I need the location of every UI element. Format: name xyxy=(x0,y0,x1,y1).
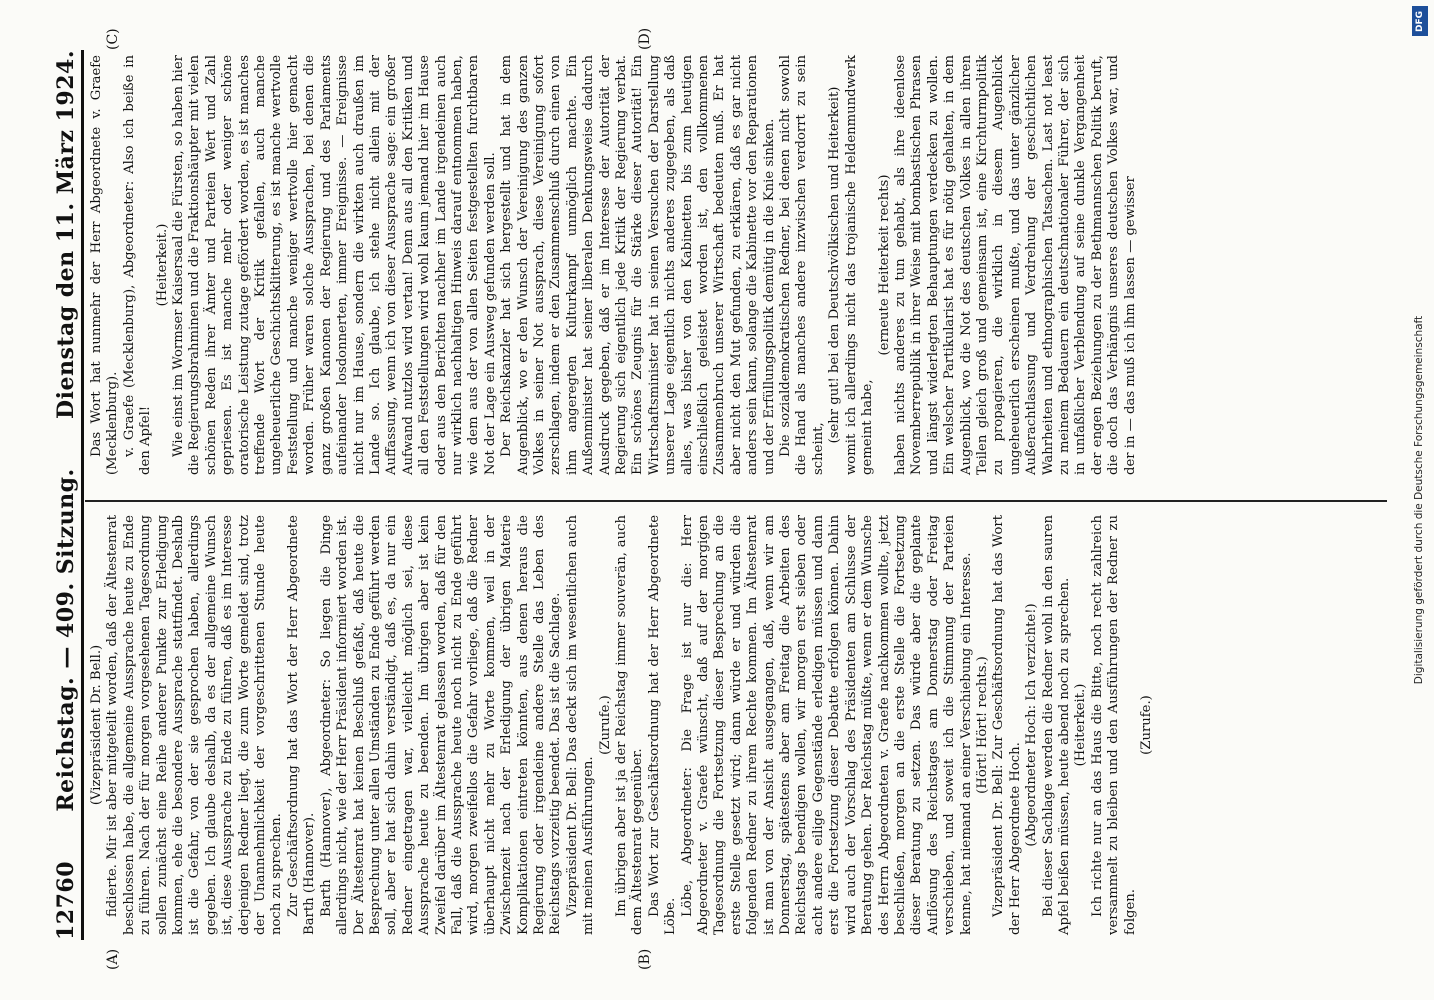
right-column xyxy=(89,55,1139,475)
session-date: Dienstag den 11. März 1924. xyxy=(53,50,79,419)
left-column-paragraph: Das Wort zur Geschäftsordnung hat der Herr Abgeordnete Löbe. xyxy=(646,515,679,935)
left-column-paragraph: Im übrigen aber ist ja der Reichstag immer souverän, auch dem Ältestenrat gegenüber. xyxy=(614,515,646,935)
right-column-paragraph: Wie einst im Wormser Kaisersaal die Fürsten, so haben hier die Regierungsbrahminen und die Fraktionshäupter mit vielen schönen Reden ihrer Ämter und Parteien Wert und Zahl gepriesen. Es ist manche mehr oder weniger schöne oratorische Leistung zutage gefördert worden, es ist manches treffende Wort der Kritik gefallen, auch manche ungeheuerliche Geschichtsklitterung, es ist manche wertvolle Feststellung und manche weniger wertvolle hier gemacht worden. Früher waren solche Aussprachen, bei denen die ganz großen Kanonen der Regierung und des Parlaments aufeinander losdonnerten, immer Ereignisse. — Ereignisse nicht nur im Hause, sondern die wirkten auch draußen im Lande so. Ich glaube, ich stehe nicht allein mit der Auffassung, wenn ich von dieser Aussprache sage: ein großer Aufwand nutzlos wird vertan! Denn aus all den Kritiken und all den Feststellungen wird wohl kaum jemand hier im Hause oder aus den Berichten nachher im Lande irgendeinen auch nur wirklich nachhaltigen Hinweis darauf entnommen haben, wie dem aus der von allen Seiten festgestellten furchtbaren Not der Lage ein Ausweg gefunden werden soll. xyxy=(171,55,498,475)
left-column-paragraph: Vizepräsident Dr. Bell: Zur Geschäftsordnung hat das Wort der Herr Abgeordnete Hoch. xyxy=(991,515,1023,935)
left-column-paragraph: Ich richte nur an das Haus die Bitte, noch recht zahlreich versammelt zu bleiben und den Ausführungen der Redner zu folgen. xyxy=(1089,515,1138,935)
left-column-paragraph: fidierte. Mir ist aber mitgeteilt worden, daß der Ältestenrat beschlossen habe, die allgemeine Aussprache heute zu Ende zu führen. Nach der für morgen vorgesehenen Tagesordnung sollen zunächst eine Reihe anderer Punkte zur Erledigung kommen, ehe die besondere Aussprache stattfindet. Deshalb ist die Gefahr, von der sie gesprochen haben, allerdings gegeben. Ich glaube deshalb, da es der allgemeine Wunsch ist, diese Aussprache zu Ende zu führen, daß es im Interesse derjenigen Redner liegt, die zum Worte gemeldet sind, trotz der Unannehmlichkeit der vorgeschrittenen Stunde heute noch zu sprechen. xyxy=(105,515,285,935)
right-column-paragraph: Die sozialdemokratischen Redner, bei denen nicht sowohl die Hand als manches andere inzwischen verdorrt zu sein scheint, xyxy=(778,55,826,475)
page-number: 12760 xyxy=(53,860,79,940)
left-column-paragraph: (Zurufe.) xyxy=(597,695,613,755)
running-header xyxy=(41,50,79,940)
left-column-paragraph: (Abgeordneter Hoch: Ich verzichte!) xyxy=(1024,603,1040,847)
credit-text: Digitalisierung gefördert durch die Deutsche Forschungsgemeinschaft xyxy=(1413,315,1425,685)
margin-marker-b: (B) xyxy=(637,948,653,970)
column-divider xyxy=(85,500,1387,502)
left-column-paragraph: (Heiterkeit.) xyxy=(1073,683,1089,767)
right-column-paragraph: (Heiterkeit.) xyxy=(154,223,170,307)
right-column-paragraph: v. Graefe (Mecklenburg), Abgeordneter: Also ich beiße in den Apfel! xyxy=(121,55,154,475)
left-column xyxy=(89,515,1155,935)
left-column-paragraph: (Vizepräsident Dr. Bell.) xyxy=(89,644,104,806)
rotated-document-page xyxy=(37,20,1397,980)
margin-marker-d: (D) xyxy=(637,27,653,50)
header-rule xyxy=(81,50,84,940)
digitization-credit xyxy=(1406,0,1432,1000)
margin-marker-a: (A) xyxy=(105,948,121,970)
dfg-logo: DFG xyxy=(1412,6,1428,36)
right-column-paragraph: Der Reichskanzler hat sich hergestellt und hat in dem Augenblick, wo er den Wunsch der Vereinigung des ganzen Volkes in seiner Not aussprach, diese Vereinigung sofort zerschlagen, indem er den Zusammenschluß durch einen von ihm angeregten Kulturkampf unmöglich machte. Ein Außenminister hat seiner liberalen Denkungsweise dadurch Ausdruck gegeben, daß er im Interesse der Autorität der Regierung sich eigentlich jede Kritik der Regierung verbat. Ein schönes Zeugnis für die Stärke dieser Autorität! Ein Wirtschaftsminister hat in seinen Versuchen der Darstellung unserer Lage eigentlich nichts anderes zugegeben, als daß alles, was bisher von den Kabinetten bis zum heutigen einschließlich geleistet worden ist, den vollkommenen Zusammenbruch unserer Wirtschaft bedeuten muß. Er hat aber nicht den Mut gefunden, zu erklären, daß es gar nicht anders sein kann, solange die Kabinette vor den Reparationen und der Erfüllungspolitik demütig in die Knie sinken. xyxy=(499,55,777,475)
right-column-paragraph: (erneute Heiterkeit rechts) xyxy=(876,174,892,356)
session-title: Reichstag. — 409. Sitzung. xyxy=(53,468,79,812)
right-column-paragraph: haben nichts anderes zu tun gehabt, als ihre ideenlose Novemberrepublik in ihrer Weise mit bombastischen Phrasen und längst widerlegten Behauptungen verdecken zu wollen. Ein welscher Partikularist hat es für nötig gehalten, in dem Augenblick, wo die Not des deutschen Volkes in allen ihren Teilen gleich groß und gemeinsam ist, eine Kirchturmpolitik zu propagieren, die wirklich in diesem Augenblick ungeheuerlich erscheinen mußte, und das unter gänzlicher Außerachtlassung und Verdrehung der geschichtlichen Wahrheiten und ethnographischen Tatsachen. Last not least zu meinem Bedauern ein deutschnationaler Führer, der sich in unfaßlicher Verblendung auf seine dunkle Vergangenheit der engen Beziehungen zu der Bethmannschen Politik beruft, die doch das Verhängnis unseres deutschen Volkes war, und der in — das muß ich ihm lassen — gewisser xyxy=(892,55,1138,475)
left-column-paragraph: (Zurufe.) xyxy=(1139,695,1154,755)
left-column-paragraph: Vizepräsident Dr. Bell: Das deckt sich im wesentlichen auch mit meinen Ausführungen. xyxy=(564,515,597,935)
left-column-paragraph: Zur Geschäftsordnung hat das Wort der Herr Abgeordnete Barth (Hannover). xyxy=(285,515,318,935)
left-column-paragraph: Barth (Hannover), Abgeordneter: So liegen die Dinge allerdings nicht, wie der Herr Präsident informiert worden ist. Der Ältestenrat hat keinen Beschluß gefaßt, daß heute die Besprechung unter allen Umständen zu Ende geführt werden soll, aber er hat sich dahin verständigt, daß es, da nur ein Redner eingetragen war, vielleicht möglich sei, diese Aussprache heute zu beenden. Im übrigen aber ist kein Zweifel darüber im Ältestenrat gelassen worden, daß für den Fall, daß die Aussprache heute noch nicht zu Ende geführt wird, morgen zweifellos die Gefahr vorliege, daß die Redner überhaupt nicht mehr zu Worte kommen, weil in der Zwischenzeit nach der Erledigung der übrigen Materie Komplikationen eintreten könnten, aus denen heraus die Regierung oder irgendeine andere Stelle das Leben des Reichstags vorzeitig beendet. Das ist die Sachlage. xyxy=(318,515,564,935)
left-column-paragraph: Löbe, Abgeordneter: Die Frage ist nur die: Herr Abgeordneter v. Graefe wünscht, daß auf der morgigen Tagesordnung die Fortsetzung dieser Besprechung an die erste Stelle gesetzt wird; dann würde er und würden die folgenden Redner zu ihrem Rechte kommen. Im Ältestenrat ist man von der Ansicht ausgegangen, daß, wenn wir am Donnerstag, spätestens aber am Freitag die Arbeiten des Reichstags beendigen wollen, wir morgen erst sieben oder acht andere eilige Gegenstände erledigen müssen und dann erst die Fortsetzung dieser Debatte erfolgen können. Dahin wird auch der Vorschlag des Präsidenten am Schlusse der Beratung gehen. Der Reichstag müßte, wenn er dem Wunsche des Herrn Abgeordneten v. Graefe nachkommen wollte, jetzt beschließen, morgen an die erste Stelle die Fortsetzung dieser Beratung zu setzen. Das würde aber die geplante Auflösung des Reichstages am Donnerstag oder Freitag verschieben, und soweit ich die Stimmung der Parteien kenne, hat niemand an einer Verschiebung ein Interesse. xyxy=(679,515,974,935)
right-column-paragraph: (sehr gut! bei den Deutschvölkischen und Heiterkeit) xyxy=(827,86,843,444)
left-column-paragraph: (Hört! Hört! rechts.) xyxy=(974,656,990,794)
right-column-paragraph: Das Wort hat nunmehr der Herr Abgeordnete v. Graefe (Mecklenburg). xyxy=(89,55,121,475)
margin-marker-c: (C) xyxy=(105,28,121,50)
right-column-paragraph: womit ich allerdings nicht das trojanische Heldenmundwerk gemeint habe, xyxy=(843,55,876,475)
left-column-paragraph: Bei dieser Sachlage werden die Redner wohl in den sauren Apfel beißen müssen, heute abend noch zu sprechen. xyxy=(1040,515,1072,935)
